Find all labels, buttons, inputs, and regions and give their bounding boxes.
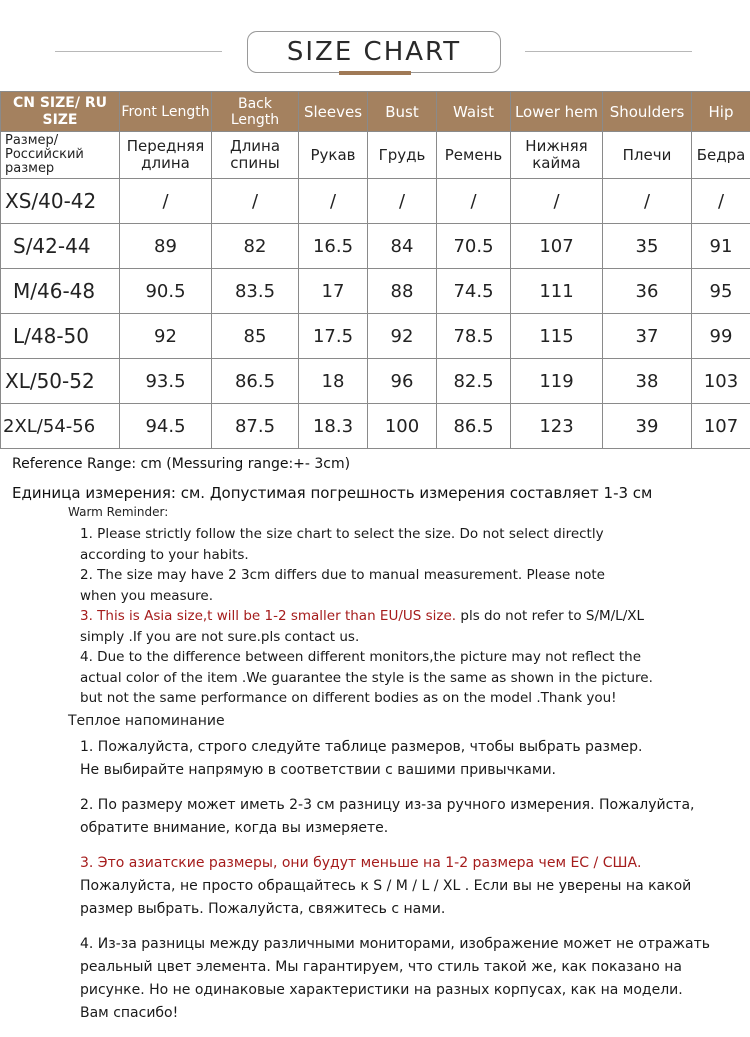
table-cell: 86.5 bbox=[212, 359, 299, 404]
table-cell: 39 bbox=[603, 404, 692, 449]
col-header-sleeves: Sleeves bbox=[299, 92, 368, 132]
header-rule-right bbox=[525, 51, 692, 52]
table-cell: 85 bbox=[212, 314, 299, 359]
col-header-ru-bust: Грудь bbox=[368, 132, 437, 179]
col-header-ru-front-length: Передняя длина bbox=[120, 132, 212, 179]
col-header-lower-hem: Lower hem bbox=[511, 92, 603, 132]
table-cell: 16.5 bbox=[299, 224, 368, 269]
reminder-line: 2. По размеру может иметь 2-3 см разницу из-за ручного измерения. Пожалуйста, bbox=[80, 794, 740, 817]
table-cell: 82.5 bbox=[437, 359, 511, 404]
table-cell: 99 bbox=[692, 314, 750, 359]
reminder-item-ru bbox=[80, 736, 740, 782]
table-row bbox=[1, 314, 750, 359]
table-cell: 91 bbox=[692, 224, 750, 269]
table-cell: 107 bbox=[692, 404, 750, 449]
reminder-line: according to your habits. bbox=[80, 545, 720, 566]
table-cell: 18 bbox=[299, 359, 368, 404]
reminder-line: обратите внимание, когда вы измеряете. bbox=[80, 817, 740, 840]
reminder-line: when you measure. bbox=[80, 586, 720, 607]
reminder-line: 4. Из-за разницы между различными мониторами, изображение может не отражать bbox=[80, 933, 740, 956]
reference-range: Reference Range: cm (Messuring range:+- 3cm) bbox=[12, 456, 350, 472]
reminder-line: but not the same performance on different bodies as on the model .Thank you! bbox=[80, 688, 720, 709]
table-cell: 93.5 bbox=[120, 359, 212, 404]
asia-size-warning-ru: 3. Это азиатские размеры, они будут меньше на 1-2 размера чем ЕС / США. bbox=[80, 852, 740, 875]
reminder-line: рисунке. Но не одинаковые характеристики на разных корпусах, как на модели. bbox=[80, 979, 740, 1002]
reminder-item-en bbox=[80, 565, 720, 606]
table-cell: 89 bbox=[120, 224, 212, 269]
reminder-line bbox=[80, 606, 720, 627]
table-cell: 111 bbox=[511, 269, 603, 314]
col-header-size: CN SIZE/ RU SIZE bbox=[1, 92, 120, 132]
reminder-list-en bbox=[80, 524, 720, 709]
reminder-line: simply .If you are not sure.pls contact us. bbox=[80, 627, 720, 648]
table-cell: 37 bbox=[603, 314, 692, 359]
title-underline bbox=[339, 71, 411, 75]
col-header-ru-lower-hem: Нижняя кайма bbox=[511, 132, 603, 179]
table-cell: 36 bbox=[603, 269, 692, 314]
table-cell: / bbox=[120, 179, 212, 224]
reminder-line: actual color of the item .We guarantee the style is the same as shown in the picture. bbox=[80, 668, 720, 689]
table-cell: 123 bbox=[511, 404, 603, 449]
size-table bbox=[0, 91, 750, 449]
col-header-front-length: Front Length bbox=[120, 92, 212, 132]
table-cell: / bbox=[437, 179, 511, 224]
reminder-line: 1. Пожалуйста, строго следуйте таблице размеров, чтобы выбрать размер. bbox=[80, 736, 740, 759]
table-row bbox=[1, 359, 750, 404]
table-cell: / bbox=[299, 179, 368, 224]
table-cell: / bbox=[692, 179, 750, 224]
table-cell: 84 bbox=[368, 224, 437, 269]
reminder-item-en bbox=[80, 606, 720, 647]
unit-note-ru: Единица измерения: см. Допустимая погрешность измерения составляет 1-3 см bbox=[12, 484, 652, 502]
table-cell: 92 bbox=[120, 314, 212, 359]
col-header-hip: Hip bbox=[692, 92, 750, 132]
table-cell: 17 bbox=[299, 269, 368, 314]
table-row bbox=[1, 404, 750, 449]
table-cell: 92 bbox=[368, 314, 437, 359]
header bbox=[0, 0, 750, 90]
table-cell: 83.5 bbox=[212, 269, 299, 314]
table-cell: 107 bbox=[511, 224, 603, 269]
col-header-ru-waist: Ремень bbox=[437, 132, 511, 179]
table-cell: 74.5 bbox=[437, 269, 511, 314]
table-cell: 88 bbox=[368, 269, 437, 314]
size-cell: M/46-48 bbox=[1, 269, 120, 314]
table-row bbox=[1, 179, 750, 224]
size-cell: L/48-50 bbox=[1, 314, 120, 359]
table-cell: / bbox=[511, 179, 603, 224]
col-header-bust: Bust bbox=[368, 92, 437, 132]
reminder-line: реальный цвет элемента. Мы гарантируем, что стиль такой же, как показано на bbox=[80, 956, 740, 979]
table-cell: 100 bbox=[368, 404, 437, 449]
col-header-ru-size: Размер/ Российский размер bbox=[1, 132, 120, 179]
col-header-shoulders: Shoulders bbox=[603, 92, 692, 132]
reminder-line: размер выбрать. Пожалуйста, свяжитесь с нами. bbox=[80, 898, 740, 921]
table-cell: / bbox=[603, 179, 692, 224]
reminder-line-rest: pls do not refer to S/M/L/XL bbox=[456, 608, 644, 624]
table-cell: 94.5 bbox=[120, 404, 212, 449]
reminder-line: 4. Due to the difference between different monitors,the picture may not reflect the bbox=[80, 647, 720, 668]
table-cell: 90.5 bbox=[120, 269, 212, 314]
table-cell: 95 bbox=[692, 269, 750, 314]
page-title: SIZE CHART bbox=[247, 31, 501, 73]
reminder-line: Пожалуйста, не просто обращайтесь к S / M / L / XL . Если вы не уверены на какой bbox=[80, 875, 740, 898]
table-cell: 115 bbox=[511, 314, 603, 359]
table-cell: 119 bbox=[511, 359, 603, 404]
col-header-waist: Waist bbox=[437, 92, 511, 132]
table-cell: / bbox=[368, 179, 437, 224]
reminder-item-ru bbox=[80, 794, 740, 840]
table-cell: 70.5 bbox=[437, 224, 511, 269]
reminder-line: 2. The size may have 2 3cm differs due to manual measurement. Please note bbox=[80, 565, 720, 586]
table-cell: 78.5 bbox=[437, 314, 511, 359]
table-cell: 87.5 bbox=[212, 404, 299, 449]
table-cell: 86.5 bbox=[437, 404, 511, 449]
table-cell: 35 bbox=[603, 224, 692, 269]
col-header-ru-back-length: Длина спины bbox=[212, 132, 299, 179]
col-header-back-length: Back Length bbox=[212, 92, 299, 132]
col-header-ru-shoulders: Плечи bbox=[603, 132, 692, 179]
reminder-line: Вам спасибо! bbox=[80, 1002, 740, 1025]
size-cell: S/42-44 bbox=[1, 224, 120, 269]
table-cell: 82 bbox=[212, 224, 299, 269]
reminder-list-ru bbox=[80, 736, 740, 1037]
col-header-ru-hip: Бедра bbox=[692, 132, 750, 179]
reminder-line: 1. Please strictly follow the size chart to select the size. Do not select directly bbox=[80, 524, 720, 545]
col-header-ru-sleeves: Рукав bbox=[299, 132, 368, 179]
table-cell: 96 bbox=[368, 359, 437, 404]
size-cell: XL/50-52 bbox=[1, 359, 120, 404]
reminder-item-en bbox=[80, 647, 720, 709]
header-row-en bbox=[1, 92, 750, 132]
header-rule-left bbox=[55, 51, 222, 52]
size-cell: 2XL/54-56 bbox=[1, 404, 120, 449]
table-row bbox=[1, 269, 750, 314]
table-cell: 38 bbox=[603, 359, 692, 404]
table-cell: 17.5 bbox=[299, 314, 368, 359]
size-cell: XS/40-42 bbox=[1, 179, 120, 224]
table-cell: / bbox=[212, 179, 299, 224]
table-cell: 18.3 bbox=[299, 404, 368, 449]
reminder-item-ru bbox=[80, 852, 740, 921]
asia-size-warning: 3. This is Asia size,t will be 1-2 smaller than EU/US size. bbox=[80, 608, 456, 624]
reminder-line: Не выбирайте напрямую в соответствии с вашими привычками. bbox=[80, 759, 740, 782]
table-cell: 103 bbox=[692, 359, 750, 404]
warm-reminder-title-ru: Теплое напоминание bbox=[68, 713, 225, 729]
reminder-item-en bbox=[80, 524, 720, 565]
table-row bbox=[1, 224, 750, 269]
header-row-ru bbox=[1, 132, 750, 179]
reminder-item-ru bbox=[80, 933, 740, 1025]
warm-reminder-title: Warm Reminder: bbox=[68, 505, 168, 519]
